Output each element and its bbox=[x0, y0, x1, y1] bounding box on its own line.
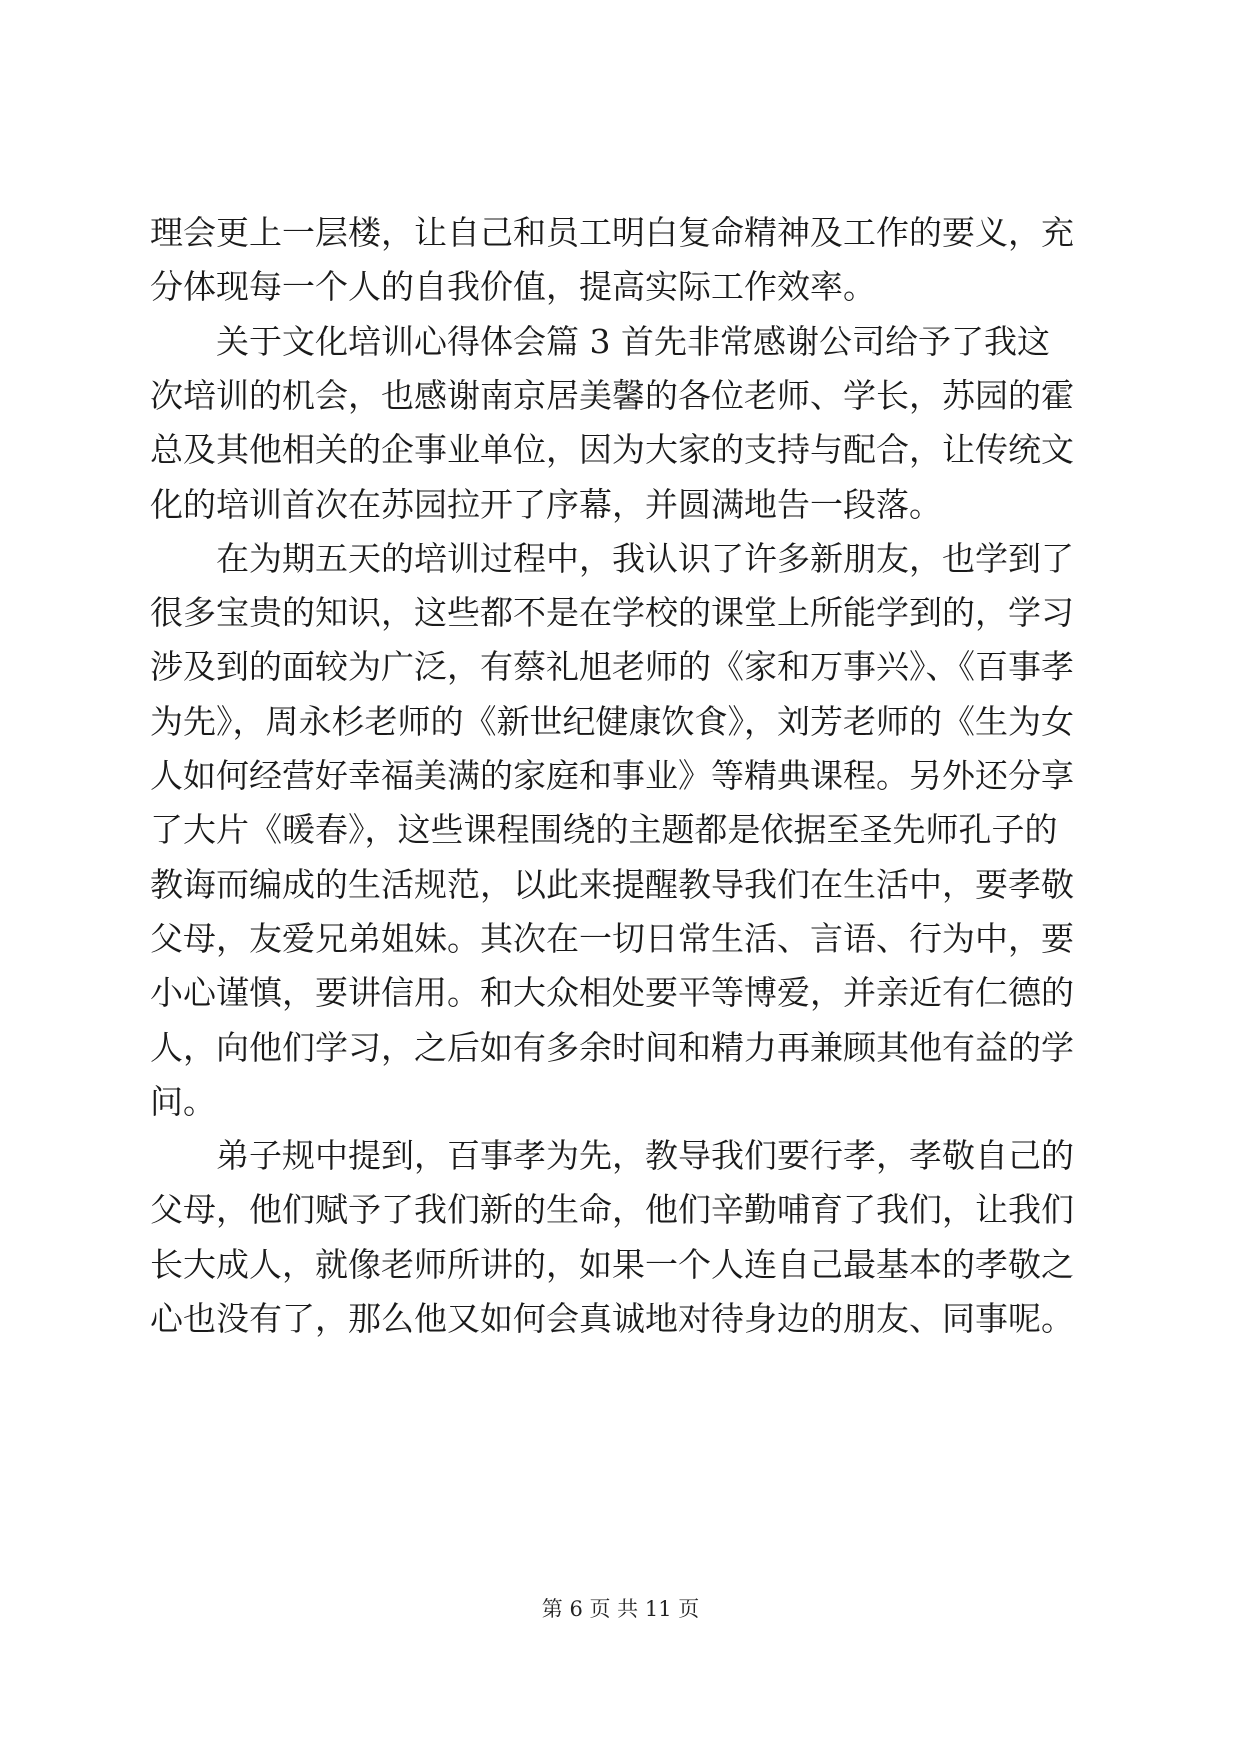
text-line: 涉及到的面较为广泛，有蔡礼旭老师的《家和万事兴》、《百事孝 bbox=[150, 647, 1074, 687]
text-line: 了大片《暖春》，这些课程围绕的主题都是依据至圣先师孔子的 bbox=[150, 810, 1058, 850]
text-line: 小心谨慎，要讲信用。和大众相处要平等博爱，并亲近有仁德的 bbox=[150, 973, 1074, 1013]
text-line: 化的培训首次在苏园拉开了序幕，并圆满地告一段落。 bbox=[150, 484, 942, 524]
text-line: 人如何经营好幸福美满的家庭和事业》等精典课程。另外还分享 bbox=[150, 756, 1074, 795]
text-line: 很多宝贵的知识，这些都不是在学校的课堂上所能学到的，学习 bbox=[150, 593, 1074, 633]
text-line: 人，向他们学习，之后如有多余时间和精力再兼顾其他有益的学 bbox=[150, 1027, 1074, 1067]
text-line: 次培训的机会，也感谢南京居美馨的各位老师、学长，苏园的霍 bbox=[150, 375, 1074, 415]
text-line: 父母，友爱兄弟姐妹。其次在一切日常生活、言语、行为中，要 bbox=[150, 918, 1074, 958]
text-line: 弟子规中提到，百事孝为先，教导我们要行孝，孝敬自己的 bbox=[150, 1136, 1074, 1176]
text-line: 长大成人，就像老师所讲的，如果一个人连自己最基本的孝敬之 bbox=[150, 1244, 1074, 1284]
text-line: 分体现每一个人的自我价值，提高实际工作效率。 bbox=[150, 267, 876, 307]
text-line: 为先》，周永杉老师的《新世纪健康饮食》，刘芳老师的《生为女 bbox=[150, 701, 1074, 741]
text-line: 父母，他们赋予了我们新的生命，他们辛勤哺育了我们，让我们 bbox=[150, 1190, 1074, 1230]
page-footer: 第 6 页 共 11 页 bbox=[541, 1597, 700, 1621]
text-line: 关于文化培训心得体会篇 3 首先非常感谢公司给予了我这 bbox=[150, 321, 1050, 361]
text-line: 总及其他相关的企事业单位，因为大家的支持与配合，让传统文 bbox=[150, 430, 1074, 470]
text-line: 理会更上一层楼，让自己和员工明白复命精神及工作的要义，充 bbox=[150, 213, 1074, 252]
text-line: 问。 bbox=[150, 1081, 216, 1121]
text-line: 心也没有了，那么他又如何会真诚地对待身边的朋友、同事呢。 bbox=[150, 1299, 1074, 1338]
text-line: 在为期五天的培训过程中，我认识了许多新朋友，也学到了 bbox=[150, 538, 1074, 578]
text-line: 教诲而编成的生活规范，以此来提醒教导我们在生活中，要孝敬 bbox=[150, 864, 1074, 904]
